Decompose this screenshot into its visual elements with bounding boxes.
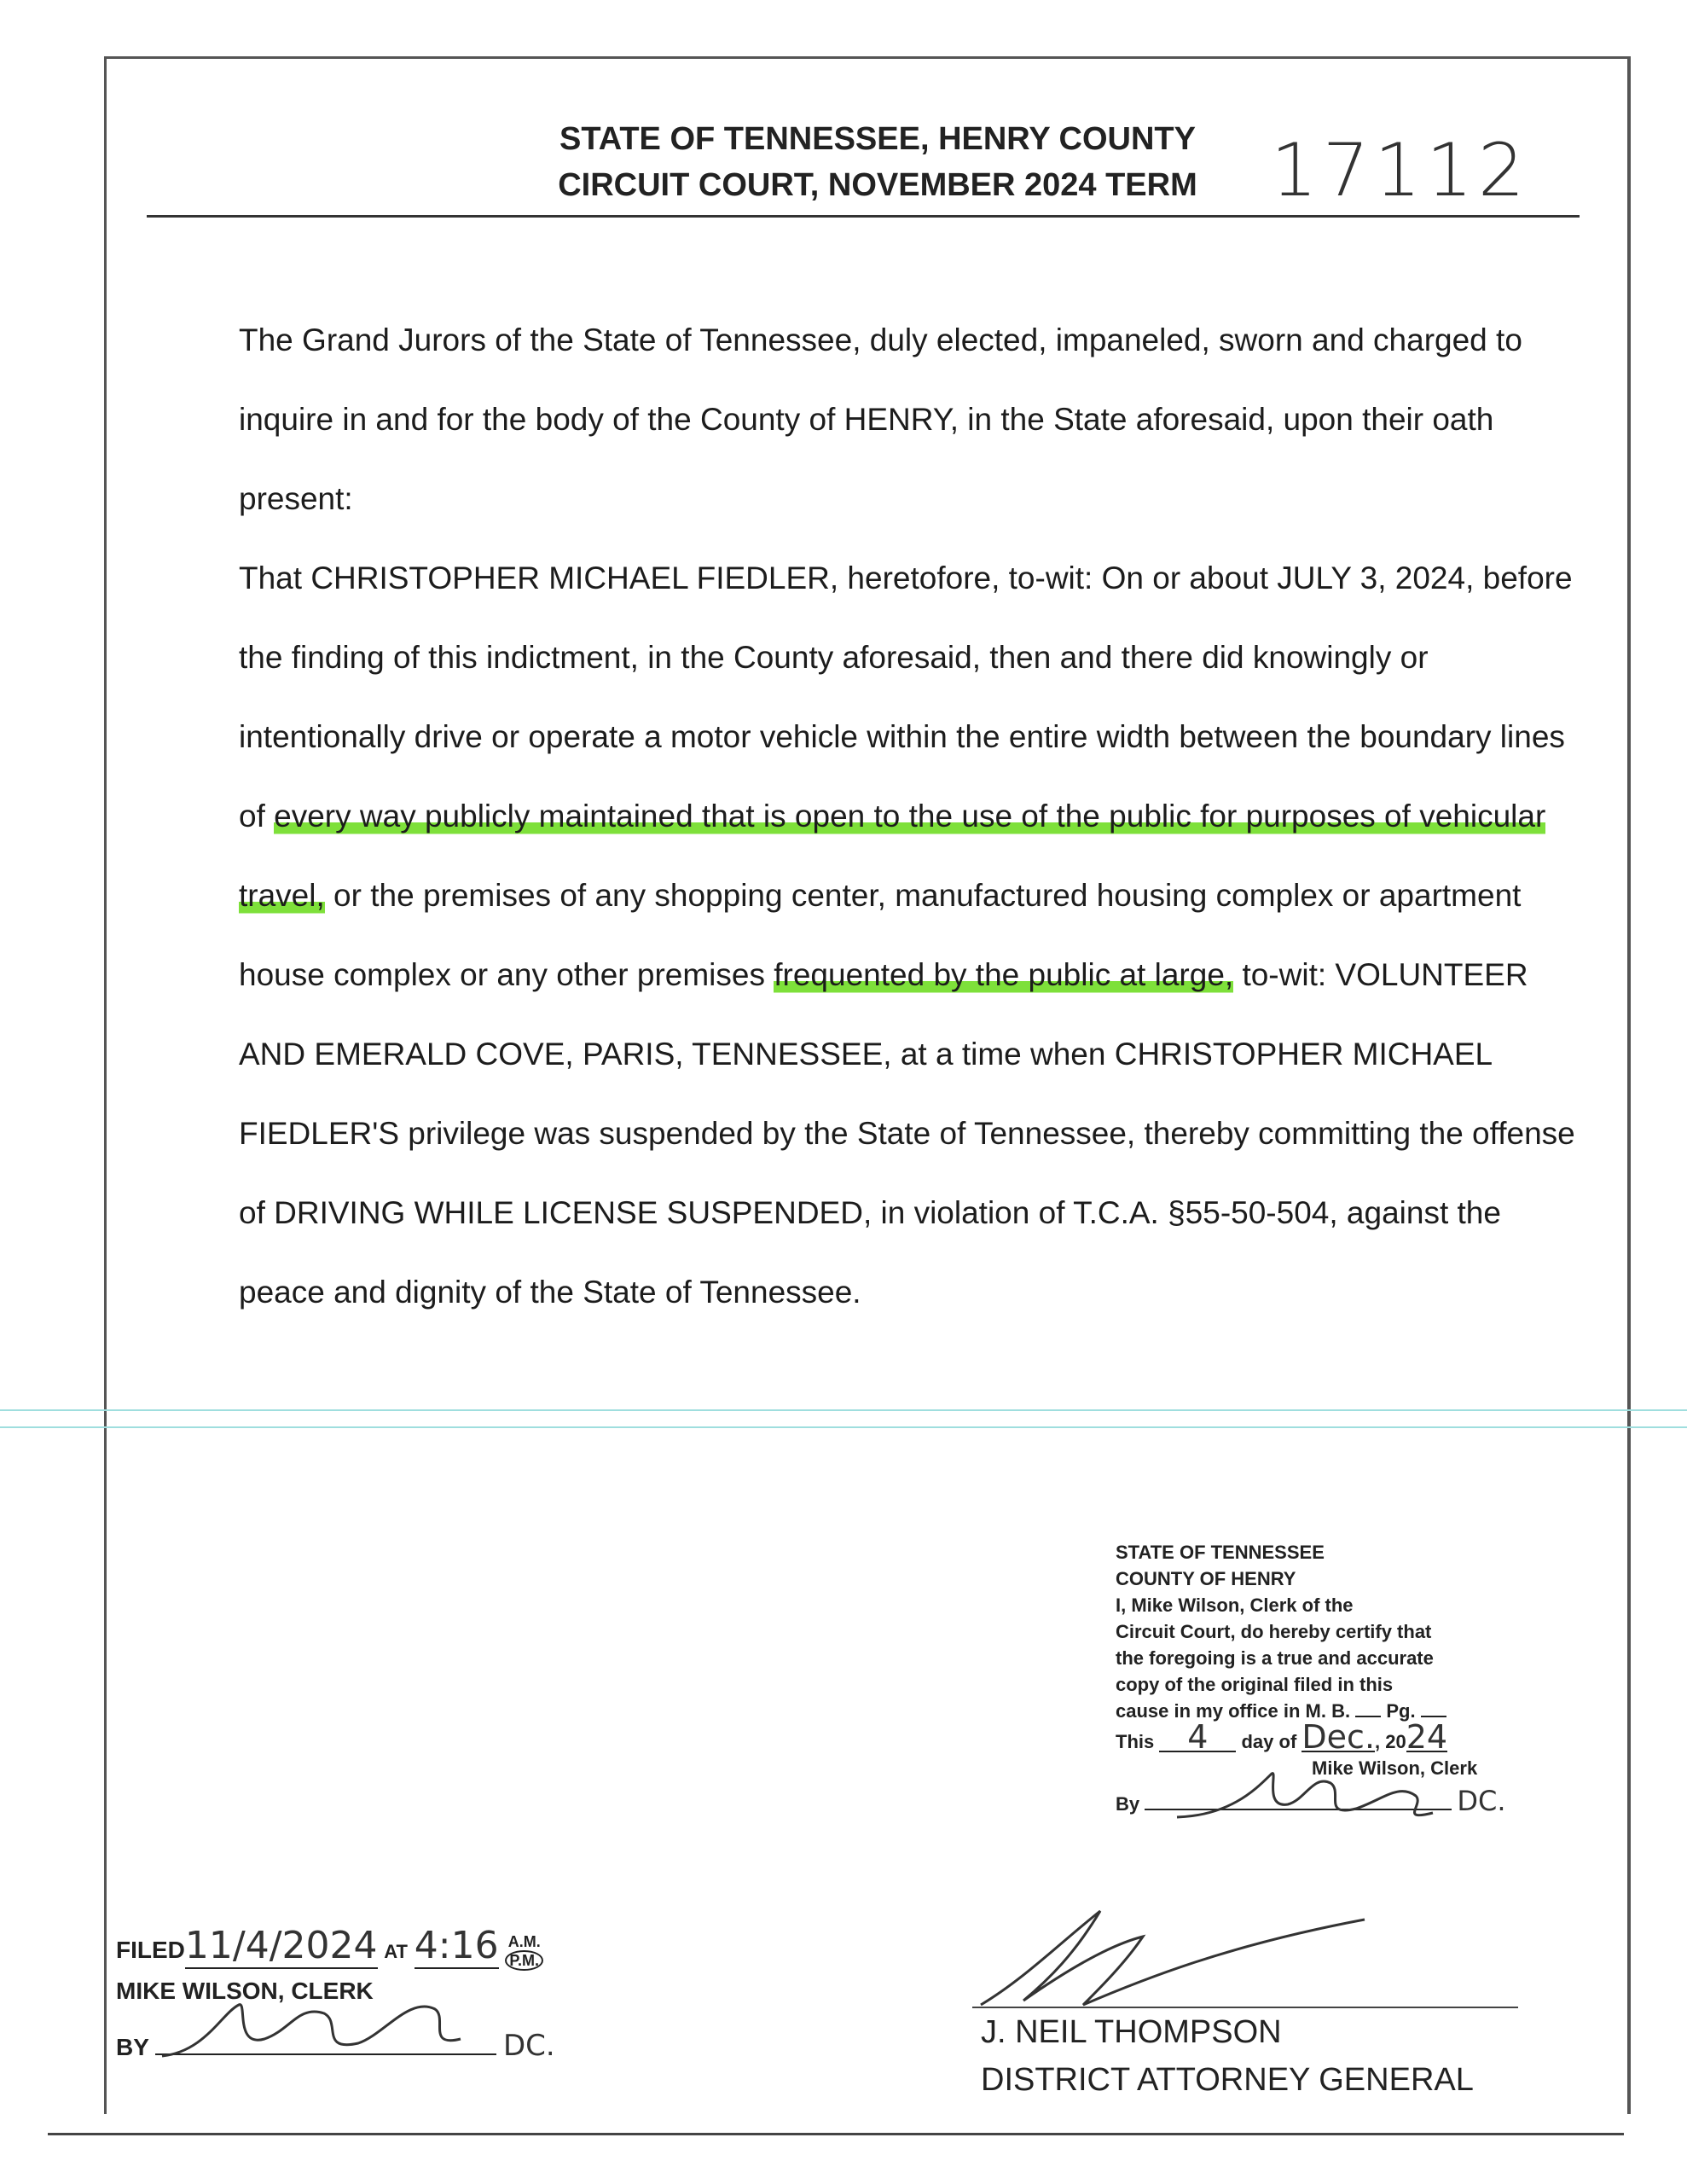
bottom-rule xyxy=(48,2133,1624,2135)
cert-blank xyxy=(1421,1716,1446,1717)
cert-line: copy of the original filed in this xyxy=(1116,1674,1394,1695)
highlight-public-way: every way publicly maintained that is open to the use of the public for purposes of vehicular travel, xyxy=(239,799,1545,916)
filed-clerk-name: MIKE WILSON, CLERK xyxy=(116,1978,374,2004)
cert-clerk-name: Mike Wilson, Clerk xyxy=(1312,1757,1478,1779)
filed-dc-handwritten: DC. xyxy=(502,2029,555,2063)
deputy-clerk-signature-icon xyxy=(1160,1757,1518,1834)
filed-clerk-signature-icon xyxy=(154,1979,529,2073)
indictment-body xyxy=(128,300,1578,1332)
highlight-public-at-large: frequented by the public at large, xyxy=(774,957,1233,996)
filed-by-label: BY xyxy=(116,2034,149,2060)
filed-label: FILED xyxy=(116,1937,185,1963)
cert-line: Circuit Court, do hereby certify that xyxy=(1116,1621,1432,1642)
scan-artifact-line xyxy=(0,1426,1687,1428)
cert-line: I, Mike Wilson, Clerk of the xyxy=(1116,1594,1354,1616)
heading-rule xyxy=(147,215,1580,218)
cert-by-label: By xyxy=(1116,1793,1140,1815)
cert-line: COUNTY OF HENRY xyxy=(1116,1568,1296,1589)
cert-blank xyxy=(1355,1716,1381,1717)
case-number: 17112 xyxy=(1271,128,1530,213)
cert-this-label: This xyxy=(1116,1731,1155,1752)
heading-line-2: CIRCUIT COURT, NOVEMBER 2024 TERM xyxy=(558,167,1197,203)
da-name: J. NEIL THOMPSON xyxy=(981,2014,1282,2050)
da-title: DISTRICT ATTORNEY GENERAL xyxy=(981,2062,1474,2098)
cert-dayof-label: day of xyxy=(1241,1731,1297,1752)
paragraph-2-part-c: to-wit: VOLUNTEER AND EMERALD COVE, PARIS, TENNESSEE, at a time when CHRISTOPHER MICHAEL FIEDLER'S privilege was suspended by the State of Tennessee, thereby committing the offense of DRIVING WHILE LICENSE SUSPENDED, in violation of T.C.A. §55-50-504, against the peace and dignity of the State of Tennessee. xyxy=(239,957,1575,1310)
cert-day-handwritten: 4 xyxy=(1159,1724,1236,1752)
filed-time-handwritten: 4:16 xyxy=(414,1924,499,1967)
cert-mb-label: cause in my office in M. B. xyxy=(1116,1700,1351,1722)
cert-century-label: , 20 xyxy=(1375,1731,1406,1752)
scan-artifact-line xyxy=(0,1409,1687,1411)
da-signature-block xyxy=(981,2008,1474,2104)
paragraph-2-part-b: or the premises of any shopping center, manufactured housing complex or apartment house complex or any other premises xyxy=(239,878,1522,992)
paragraph-2-part-a: That CHRISTOPHER MICHAEL FIEDLER, heretofore, to-wit: On or about JULY 3, 2024, before the finding of this indictment, in the County aforesaid, then and there did knowingly or intentionally drive or operate a motor vehicle within the entire width between the boundary lines of xyxy=(239,561,1573,834)
cert-pg-label: Pg. xyxy=(1386,1700,1416,1722)
district-attorney-signature-icon xyxy=(972,1894,1382,2013)
am-label: A.M. xyxy=(507,1932,541,1950)
cert-date-line xyxy=(1116,1718,1516,1756)
filed-line xyxy=(116,1926,594,1972)
filed-date-handwritten: 11/4/2024 xyxy=(184,1924,378,1967)
paragraph-2 xyxy=(128,538,1578,1332)
am-pm-indicator xyxy=(505,1933,543,1971)
pm-label-circled: P.M. xyxy=(505,1950,543,1971)
heading-line-1: STATE OF TENNESSEE, HENRY COUNTY xyxy=(559,121,1196,157)
filed-at-label: AT xyxy=(384,1941,408,1962)
cert-dc-handwritten: DC. xyxy=(1457,1785,1506,1817)
cert-month-handwritten: Dec. xyxy=(1301,1718,1376,1756)
cert-line: STATE OF TENNESSEE xyxy=(1116,1542,1325,1563)
cert-year-handwritten: 24 xyxy=(1406,1718,1448,1756)
paragraph-1: The Grand Jurors of the State of Tennessee, duly elected, impaneled, sworn and charged to inquire in and for the body of the County of HENRY, in the State aforesaid, upon their oath present: xyxy=(239,322,1522,516)
cert-line: the foregoing is a true and accurate xyxy=(1116,1647,1434,1669)
